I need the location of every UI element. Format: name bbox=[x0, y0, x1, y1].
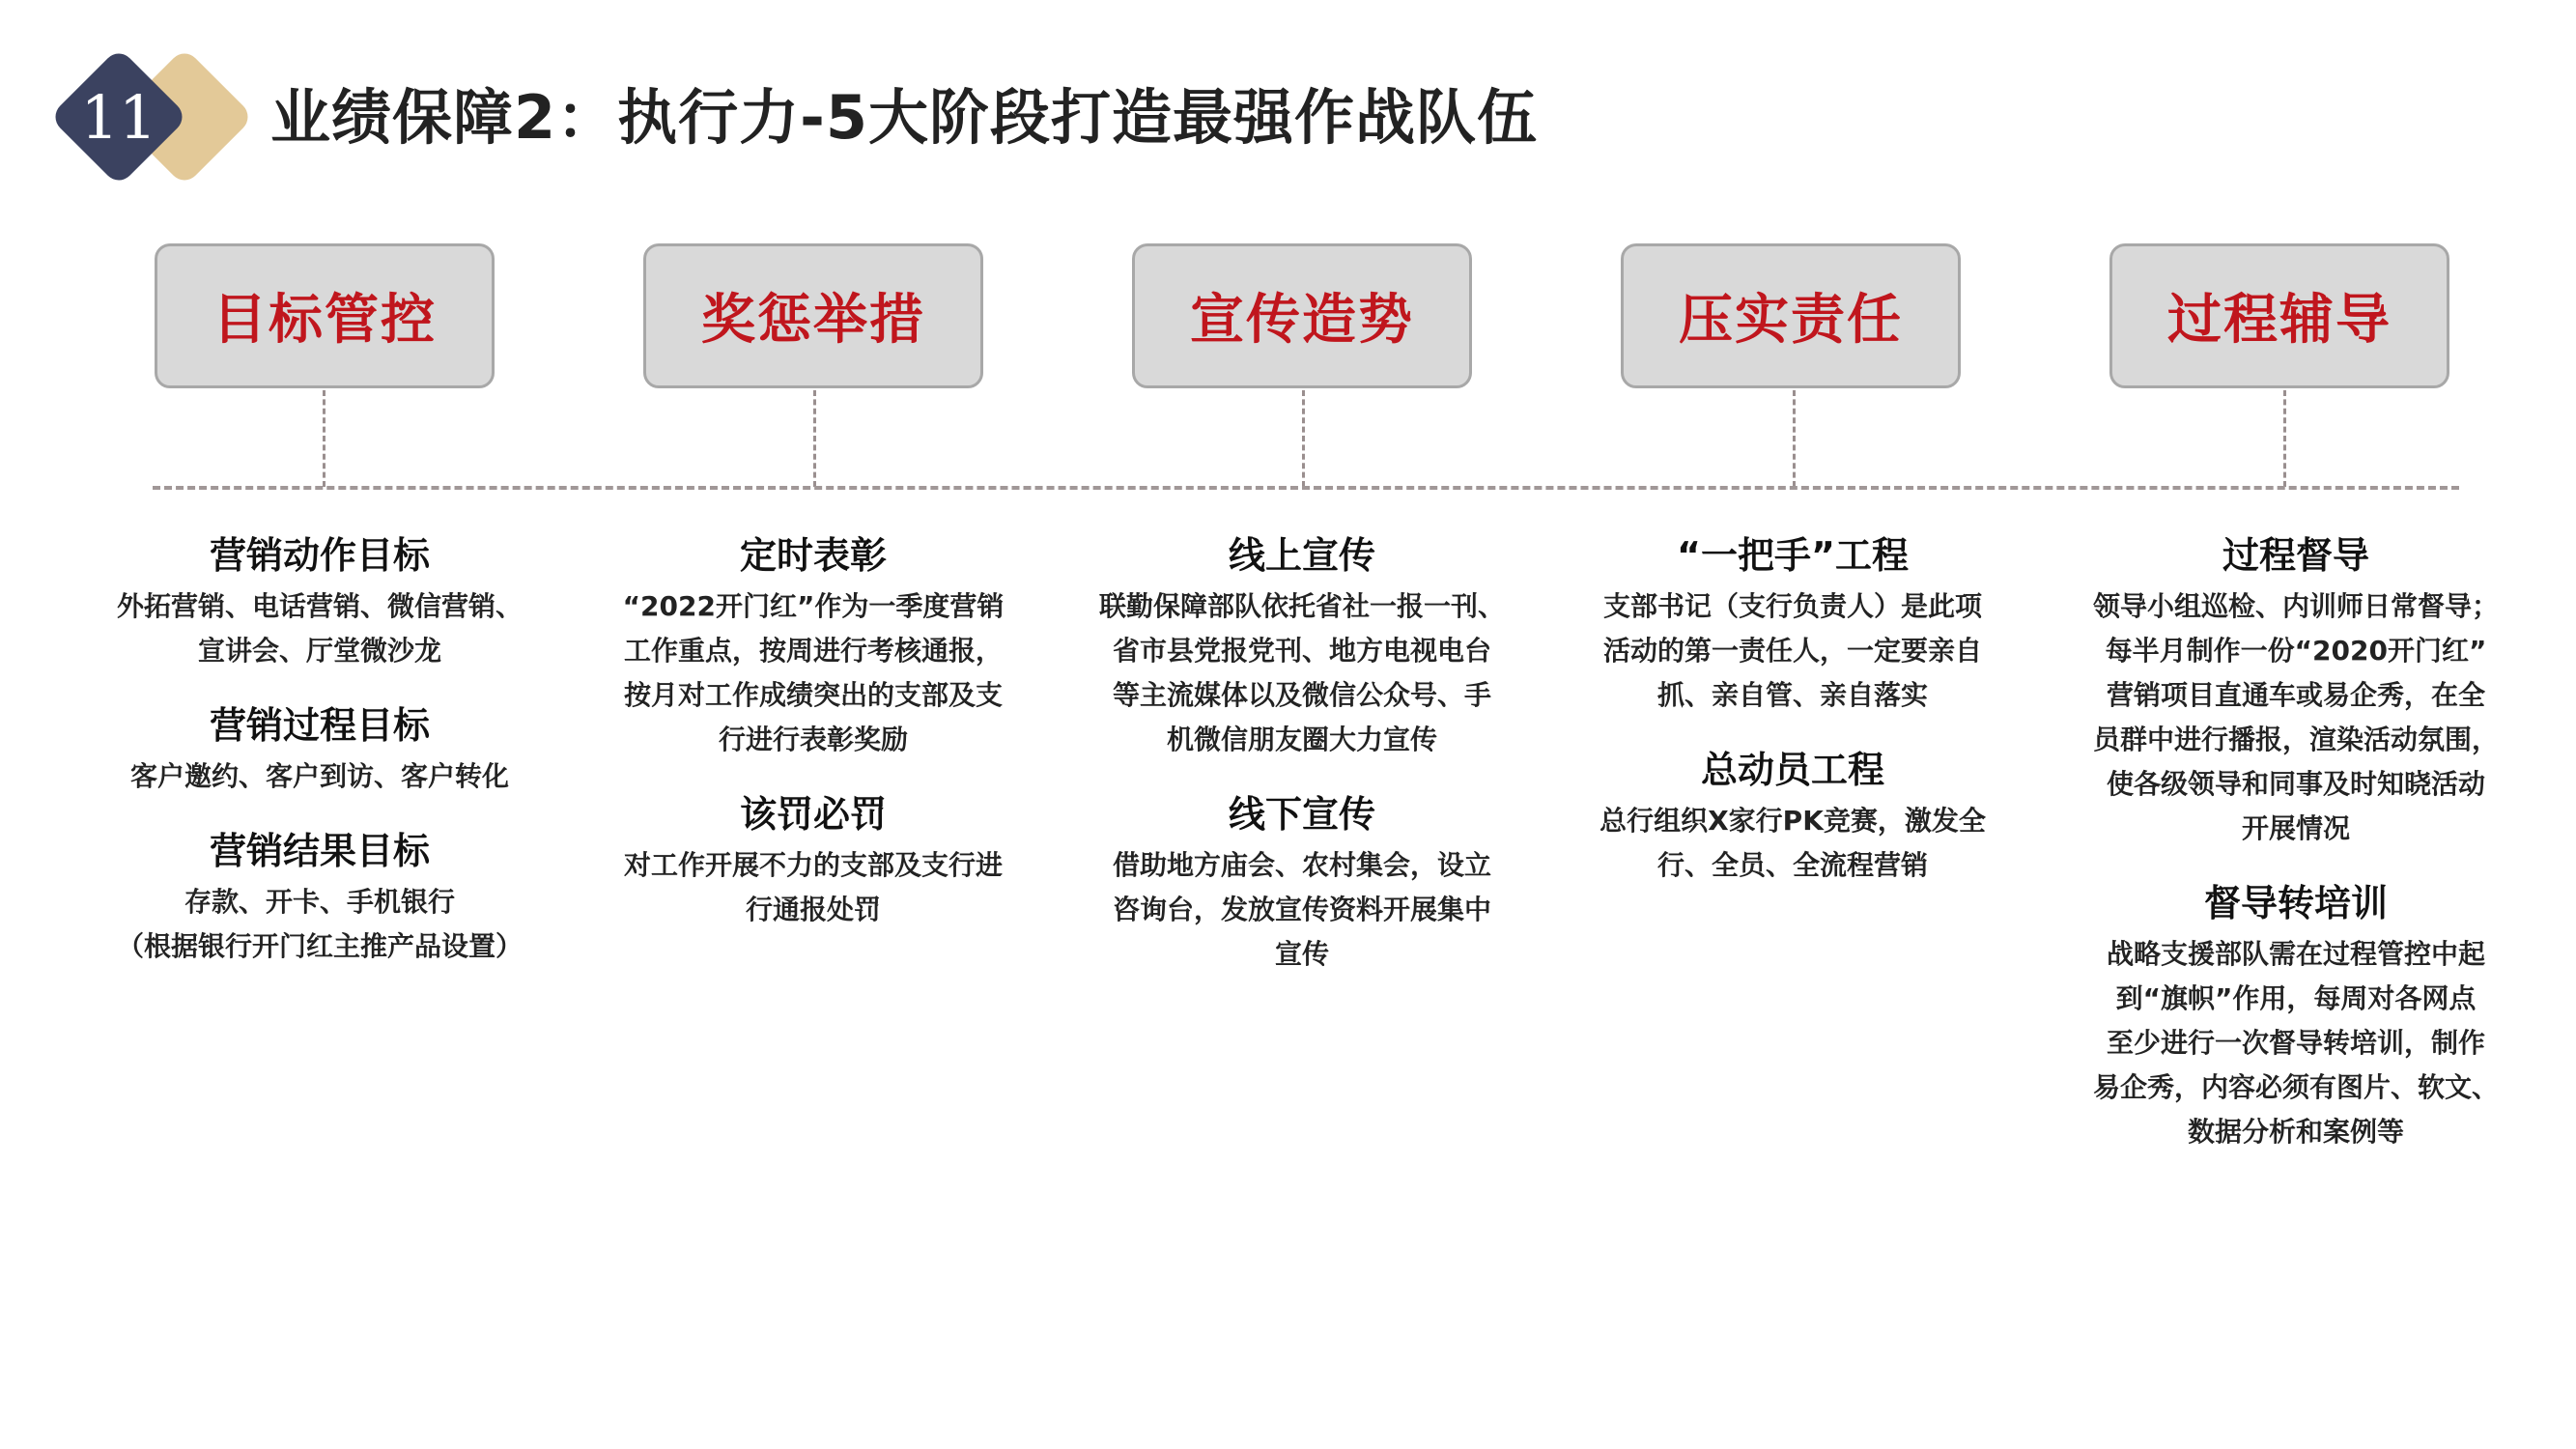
stage-box-1: 目标管控 bbox=[155, 243, 495, 388]
stage-box-5: 过程辅导 bbox=[2109, 243, 2449, 388]
connector-line-4 bbox=[1793, 390, 1796, 487]
connector-line-3 bbox=[1302, 390, 1305, 487]
block-body: 对工作开展不力的支部及支行进 行通报处罚 bbox=[623, 849, 1003, 925]
column-publicity bbox=[1085, 526, 1519, 1000]
block-heading: 督导转培训 bbox=[2203, 882, 2388, 924]
block-heading: 过程督导 bbox=[2222, 534, 2369, 577]
column-process-guidance bbox=[2079, 526, 2513, 1178]
connector-line-2 bbox=[813, 390, 816, 487]
stage-box-4: 压实责任 bbox=[1621, 243, 1961, 388]
badge-number: 11 bbox=[80, 81, 157, 153]
stage-box-2: 奖惩举措 bbox=[643, 243, 983, 388]
block-heading: 线上宣传 bbox=[1228, 534, 1375, 577]
section-number-badge bbox=[50, 46, 253, 201]
block-body: 联勤保障部队依托省社一报一刊、 省市县党报党刊、地方电视电台 等主流媒体以及微信公众号、手 机微信朋友圈大力宣传 bbox=[1098, 590, 1505, 755]
block-body: 领导小组巡检、内训师日常督导； 每半月制作一份“2020开门红” 营销项目直通车或易企秀，在全 员群中进行播报，渲染活动氛围， 使各级领导和同事及时知晓活动 开展情况 bbox=[2092, 590, 2499, 844]
block-body: 存款、开卡、手机银行 （根据银行开门红主推产品设置） bbox=[116, 886, 523, 962]
block-heading: “一把手”工程 bbox=[1677, 534, 1909, 577]
column-target-control bbox=[102, 526, 537, 992]
block-body: 外拓营销、电话营销、微信营销、 宣讲会、厅堂微沙龙 bbox=[116, 590, 523, 667]
column-responsibility bbox=[1575, 526, 2010, 911]
block-heading: 营销过程目标 bbox=[209, 704, 430, 747]
block-heading: 营销结果目标 bbox=[209, 830, 430, 872]
block-heading: 总动员工程 bbox=[1700, 749, 1884, 791]
page-title: 业绩保障2：执行力-5大阶段打造最强作战队伍 bbox=[270, 82, 1539, 153]
column-rewards-penalties bbox=[596, 526, 1031, 955]
block-body: 总行组织X家行PK竞赛，激发全 行、全员、全流程营销 bbox=[1599, 805, 1986, 881]
block-body: 战略支援部队需在过程管控中起 到“旗帜”作用，每周对各网点 至少进行一次督导转培训，制作 易企秀，内容必须有图片、软文、 数据分析和案例等 bbox=[2092, 938, 2499, 1148]
block-heading: 定时表彰 bbox=[739, 534, 887, 577]
connector-line-5 bbox=[2283, 390, 2286, 487]
block-body: 支部书记（支行负责人）是此项 活动的第一责任人，一定要亲自 抓、亲自管、亲自落实 bbox=[1602, 590, 1982, 711]
block-heading: 营销动作目标 bbox=[209, 534, 430, 577]
block-body: “2022开门红”作为一季度营销 工作重点，按周进行考核通报， 按月对工作成绩突出的支部及支 行进行表彰奖励 bbox=[622, 590, 1005, 755]
block-body: 借助地方庙会、农村集会，设立 咨询台，发放宣传资料开展集中 宣传 bbox=[1112, 849, 1491, 970]
block-heading: 该罚必罚 bbox=[739, 793, 887, 836]
stage-box-3: 宣传造势 bbox=[1132, 243, 1472, 388]
connector-line-1 bbox=[323, 390, 326, 487]
block-body: 客户邀约、客户到访、客户转化 bbox=[129, 760, 509, 792]
block-heading: 线下宣传 bbox=[1228, 793, 1375, 836]
timeline-line bbox=[153, 486, 2459, 490]
